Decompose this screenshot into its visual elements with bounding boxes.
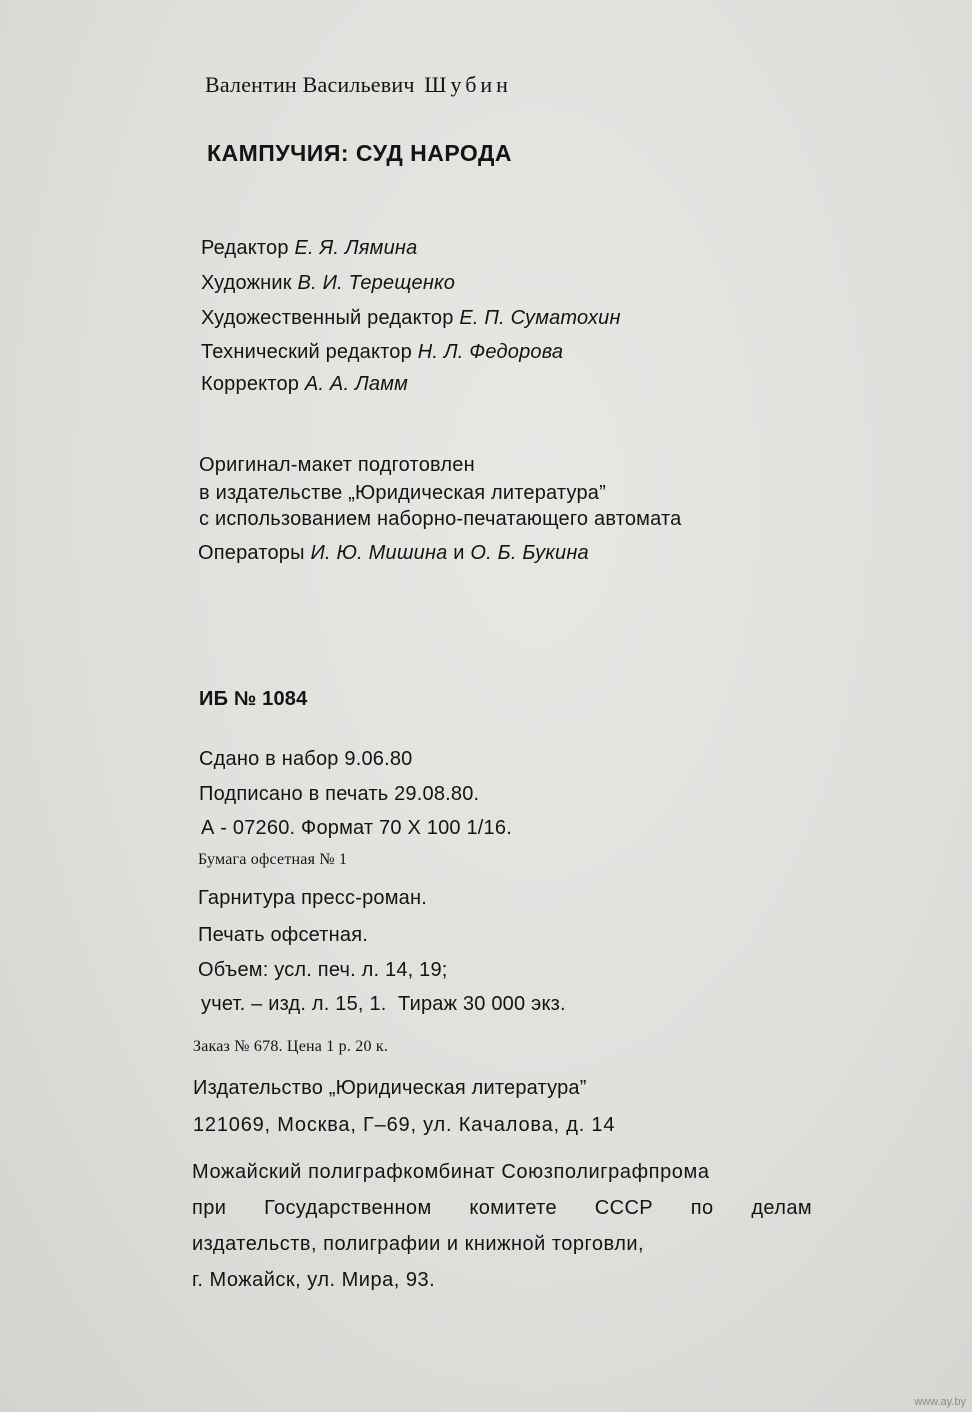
layout-note-line: в издательстве „Юридическая литература” bbox=[199, 482, 606, 504]
credit-name: А. А. Ламм bbox=[304, 373, 409, 395]
credit-name: Н. Л. Федорова bbox=[417, 341, 564, 363]
imprint-line: учет. – изд. л. 15, 1. Тираж 30 000 экз. bbox=[201, 993, 566, 1015]
printer-line: г. Можайск, ул. Мира, 93. bbox=[192, 1269, 436, 1291]
credit-proofreader bbox=[201, 372, 408, 396]
imprint-line: Заказ № 678. Цена 1 р. 20 к. bbox=[193, 1038, 389, 1055]
credit-role: Художник bbox=[201, 272, 292, 294]
operator-name: О. Б. Букина bbox=[470, 542, 589, 564]
operator-name: И. Ю. Мишина bbox=[310, 542, 448, 564]
layout-note-line: Оригинал-макет подготовлен bbox=[199, 454, 475, 476]
publisher-name: Издательство „Юридическая литература” bbox=[193, 1077, 587, 1099]
imprint-line: Гарнитура пресс-роман. bbox=[198, 887, 427, 909]
imprint-line: Печать офсетная. bbox=[198, 924, 369, 946]
printer-line: издательств, полиграфии и книжной торговли, bbox=[192, 1233, 645, 1255]
credit-role: Редактор bbox=[201, 237, 289, 259]
publisher-address: 121069, Москва, Г–69, ул. Качалова, д. 14 bbox=[193, 1114, 616, 1136]
site-watermark: www.ay.by bbox=[914, 1396, 966, 1408]
credit-artist bbox=[201, 271, 455, 295]
layout-note-line: с использованием наборно-печатающего автомата bbox=[199, 508, 682, 530]
credit-tech-editor bbox=[201, 340, 563, 364]
credit-role: Технический редактор bbox=[201, 341, 412, 363]
ib-number: ИБ № 1084 bbox=[199, 688, 308, 710]
author-surname: Шубин bbox=[424, 72, 512, 97]
operators-line bbox=[198, 541, 589, 565]
credit-name: Е. Я. Лямина bbox=[294, 237, 418, 259]
imprint-line: Объем: усл. печ. л. 14, 19; bbox=[198, 959, 448, 981]
author-given-name: Валентин Васильевич bbox=[205, 72, 415, 97]
credit-editor bbox=[201, 236, 417, 260]
book-title: КАМПУЧИЯ: СУД НАРОДА bbox=[207, 140, 512, 166]
credit-name: Е. П. Суматохин bbox=[459, 307, 621, 329]
imprint-line: Подписано в печать 29.08.80. bbox=[199, 783, 480, 805]
operators-conjunction: и bbox=[453, 542, 465, 564]
author-line bbox=[205, 73, 512, 97]
credit-art-editor bbox=[201, 306, 621, 330]
imprint-line: Сдано в набор 9.06.80 bbox=[199, 748, 413, 770]
printer-line: при Государственном комитете СССР по делам bbox=[192, 1197, 812, 1219]
credit-role: Корректор bbox=[201, 373, 300, 395]
operators-label: Операторы bbox=[198, 542, 305, 564]
imprint-line: А - 07260. Формат 70 Х 100 1/16. bbox=[201, 817, 512, 839]
imprint-line: Бумага офсетная № 1 bbox=[198, 851, 348, 868]
credit-role: Художественный редактор bbox=[201, 307, 454, 329]
credit-name: В. И. Терещенко bbox=[297, 272, 456, 294]
printer-line: Можайский полиграфкомбинат Союзполиграфпрома bbox=[192, 1161, 710, 1183]
